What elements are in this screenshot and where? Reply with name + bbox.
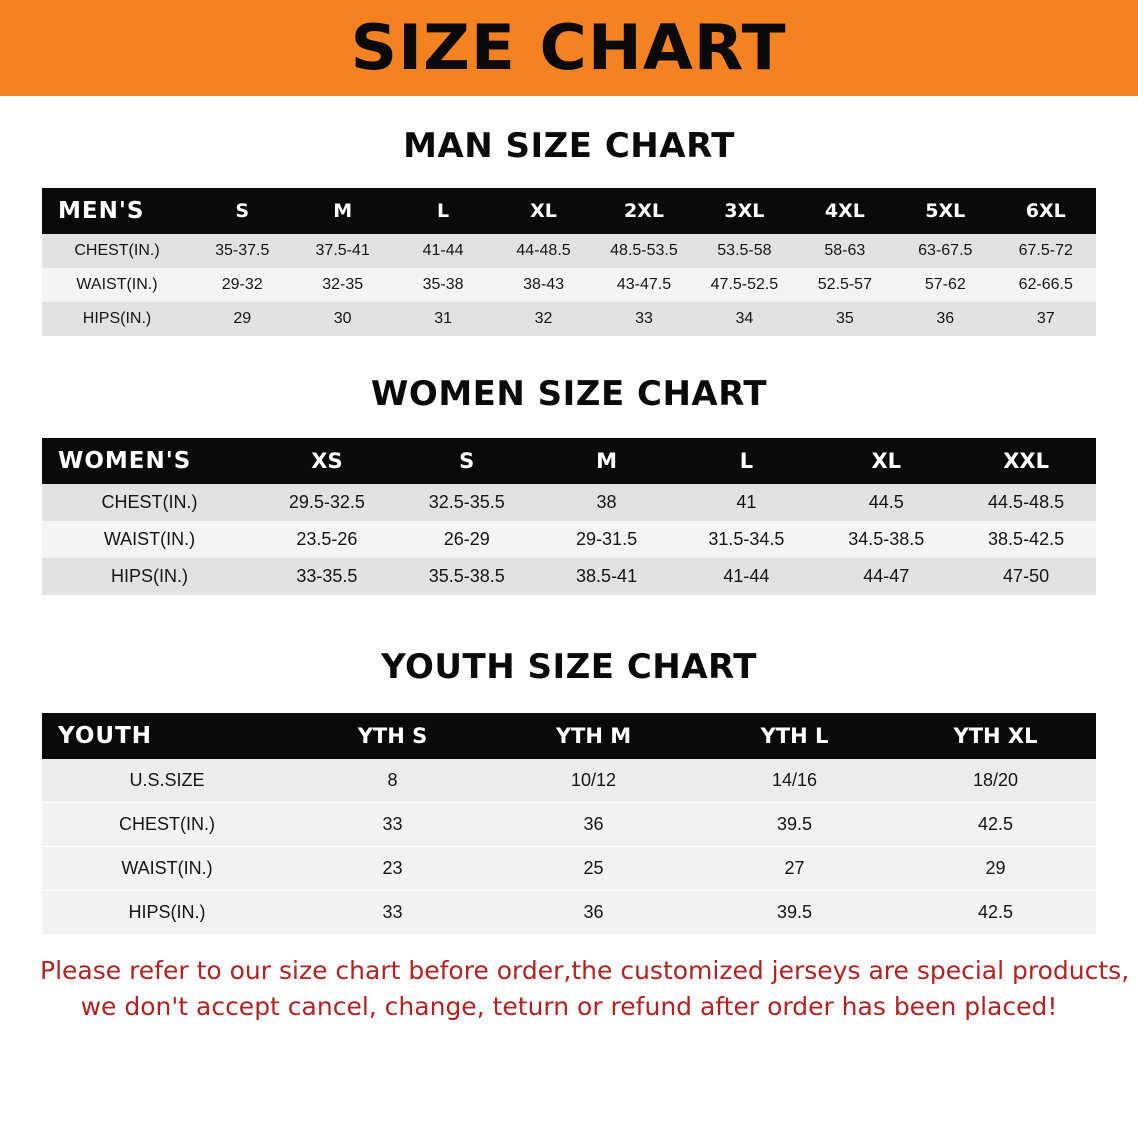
table-cell: 44-48.5 xyxy=(516,242,571,259)
row-label: WAIST(IN.) xyxy=(42,847,292,891)
table-cell: 31.5-34.5 xyxy=(708,529,785,549)
column-header: YOUTH xyxy=(58,723,153,749)
table-cell: 33 xyxy=(292,891,493,935)
table-cell: 32.5-35.5 xyxy=(428,492,505,512)
table-cell: 32 xyxy=(534,310,553,327)
table-cell: 8 xyxy=(292,759,493,803)
table-row xyxy=(42,803,1096,847)
table-cell: 38 xyxy=(596,492,617,512)
table-cell: 29-31.5 xyxy=(576,529,638,549)
table-cell: 29 xyxy=(895,847,1096,891)
table-cell: 37.5-41 xyxy=(315,242,370,259)
table-cell: 34.5-38.5 xyxy=(848,529,925,549)
column-header: M xyxy=(596,449,618,473)
table-cell: 38-43 xyxy=(523,276,564,293)
column-header: 5XL xyxy=(925,200,966,222)
table-cell: 41-44 xyxy=(723,566,770,586)
header-banner xyxy=(0,0,1138,96)
table-cell: 43-47.5 xyxy=(616,276,672,293)
column-header: WOMEN'S xyxy=(58,448,192,474)
table-cell: 53.5-58 xyxy=(717,242,772,259)
table-cell: 35.5-38.5 xyxy=(428,566,505,586)
row-label: CHEST(IN.) xyxy=(74,242,160,259)
table-cell: 57-62 xyxy=(924,276,966,293)
column-header: L xyxy=(739,449,754,473)
column-header: XL xyxy=(530,200,557,222)
row-label: CHEST(IN.) xyxy=(101,492,198,512)
table-cell: 36 xyxy=(493,803,694,847)
table-cell: 33 xyxy=(635,310,653,327)
column-header: XS xyxy=(311,449,343,473)
column-header: L xyxy=(437,200,450,222)
table-cell: 31 xyxy=(434,310,452,327)
row-label: CHEST(IN.) xyxy=(42,803,292,847)
row-label: WAIST(IN.) xyxy=(103,529,196,549)
column-header: S xyxy=(235,200,250,222)
table-row xyxy=(42,234,1096,268)
column-header: MEN'S xyxy=(58,198,145,224)
women-section-title: WOMEN SIZE CHART xyxy=(370,374,768,414)
column-header: 3XL xyxy=(724,200,765,222)
man-section-title: MAN SIZE CHART xyxy=(403,126,735,166)
table-cell: 23.5-26 xyxy=(296,529,358,549)
row-label: U.S.SIZE xyxy=(42,759,292,803)
table-cell: 42.5 xyxy=(895,891,1096,935)
table-cell: 44.5 xyxy=(868,492,904,512)
row-label: HIPS(IN.) xyxy=(42,891,292,935)
table-row xyxy=(42,558,1096,595)
youth-section-title: YOUTH SIZE CHART xyxy=(381,647,757,687)
table-cell: 41 xyxy=(736,492,757,512)
disclaimer-line-2: we don't accept cancel, change, teturn or refund after order has been placed! xyxy=(80,992,1058,1022)
table-cell: 63-67.5 xyxy=(918,242,973,259)
table-row xyxy=(42,847,1096,891)
table-cell: 36 xyxy=(493,891,694,935)
disclaimer-note xyxy=(0,953,1138,1026)
table-row xyxy=(42,268,1096,302)
table-cell: 32-35 xyxy=(322,276,364,293)
table-cell: 14/16 xyxy=(694,759,895,803)
column-header: S xyxy=(459,449,475,473)
column-header: YTH M xyxy=(555,724,632,748)
table-cell: 30 xyxy=(333,310,352,327)
page-title: SIZE CHART xyxy=(350,11,788,84)
table-cell: 39.5 xyxy=(694,803,895,847)
column-header: YTH XL xyxy=(953,724,1038,748)
table-header-row xyxy=(42,713,1096,759)
table-cell: 26-29 xyxy=(443,529,490,549)
column-header: 2XL xyxy=(623,200,664,222)
table-header-row xyxy=(42,438,1096,484)
table-cell: 67.5-72 xyxy=(1018,242,1073,259)
disclaimer-line-1: Please refer to our size chart before order,the customized jerseys are special products, xyxy=(40,956,1130,985)
table-cell: 38.5-42.5 xyxy=(988,529,1065,549)
table-cell: 18/20 xyxy=(895,759,1096,803)
women-table-wrap xyxy=(0,438,1138,595)
table-row xyxy=(42,891,1096,935)
table-cell: 34 xyxy=(735,310,754,327)
table-cell: 33 xyxy=(292,803,493,847)
women-size-table xyxy=(42,438,1096,595)
table-cell: 23 xyxy=(292,847,493,891)
column-header: M xyxy=(333,200,353,222)
column-header: XL xyxy=(871,449,902,473)
column-header: 4XL xyxy=(824,200,865,222)
table-cell: 35-38 xyxy=(422,276,464,293)
table-cell: 52.5-57 xyxy=(817,276,872,293)
table-header-row xyxy=(42,188,1096,234)
table-cell: 58-63 xyxy=(824,242,866,259)
table-cell: 38.5-41 xyxy=(576,566,638,586)
column-header: YTH S xyxy=(357,724,428,748)
table-cell: 48.5-53.5 xyxy=(610,242,678,259)
table-cell: 33-35.5 xyxy=(296,566,358,586)
table-cell: 29-32 xyxy=(221,276,263,293)
row-label: HIPS(IN.) xyxy=(110,566,188,586)
table-cell: 35 xyxy=(835,310,854,327)
table-row xyxy=(42,759,1096,803)
table-cell: 44-47 xyxy=(863,566,910,586)
table-cell: 44.5-48.5 xyxy=(988,492,1065,512)
table-cell: 29 xyxy=(233,310,252,327)
table-row xyxy=(42,521,1096,558)
table-cell: 35-37.5 xyxy=(215,242,270,259)
table-cell: 62-66.5 xyxy=(1018,276,1073,293)
table-cell: 47-50 xyxy=(1003,566,1050,586)
table-cell: 10/12 xyxy=(493,759,694,803)
table-cell: 36 xyxy=(936,310,955,327)
column-header: YTH L xyxy=(760,724,829,748)
table-cell: 27 xyxy=(694,847,895,891)
man-table-wrap xyxy=(0,188,1138,336)
column-header: XXL xyxy=(1003,449,1049,473)
table-cell: 25 xyxy=(493,847,694,891)
man-size-table xyxy=(42,188,1096,336)
row-label: WAIST(IN.) xyxy=(76,276,158,293)
table-cell: 29.5-32.5 xyxy=(288,492,365,512)
table-cell: 37 xyxy=(1036,310,1055,327)
table-cell: 41-44 xyxy=(422,242,464,259)
table-cell: 47.5-52.5 xyxy=(710,276,779,293)
row-label: HIPS(IN.) xyxy=(82,310,152,327)
table-cell: 39.5 xyxy=(694,891,895,935)
table-row xyxy=(42,302,1096,336)
column-header: 6XL xyxy=(1025,200,1066,222)
table-row xyxy=(42,484,1096,521)
youth-size-table xyxy=(42,713,1096,935)
youth-table-wrap xyxy=(0,713,1138,935)
table-cell: 42.5 xyxy=(895,803,1096,847)
